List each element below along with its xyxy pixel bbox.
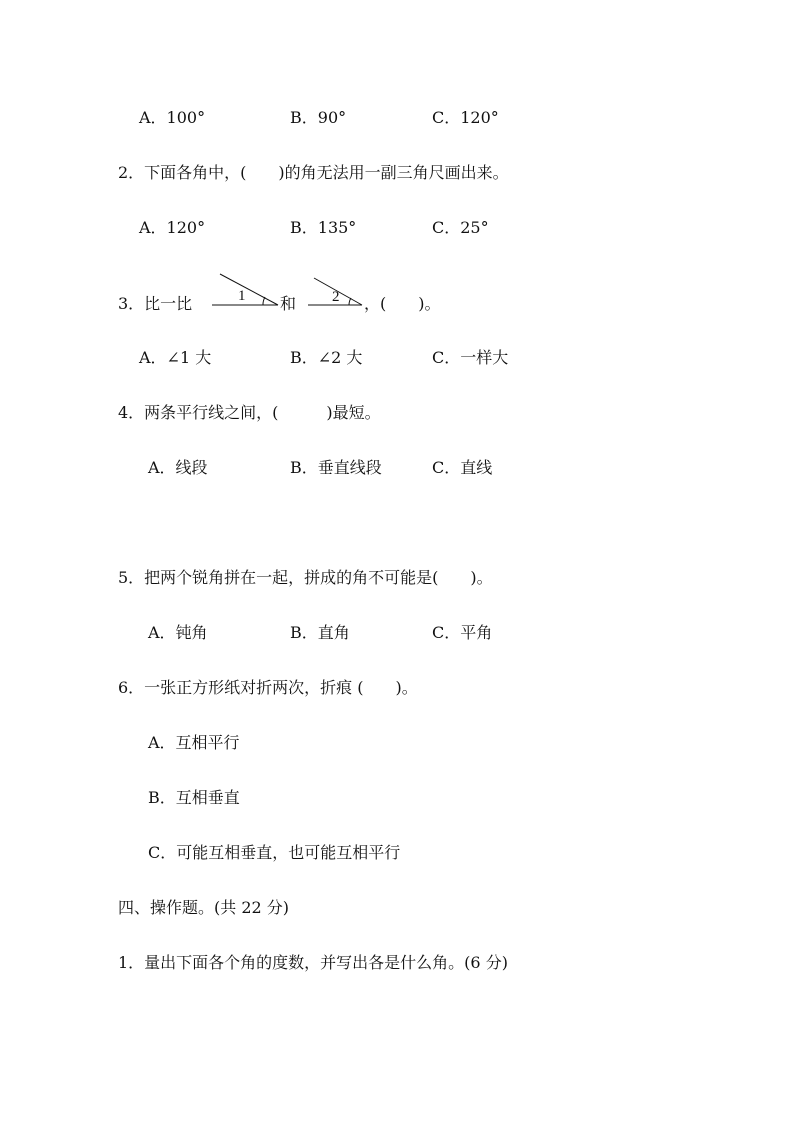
section-4-question-1-text: 1．量出下面各个角的度数，并写出各是什么角。(6 分) [118,953,508,972]
section-4-title: 四、操作题。(共 22 分) [118,898,290,917]
q6-option-a: A．互相平行 [148,733,240,752]
q5-option-a: A．钝角 [148,623,208,642]
question-4-text: 4．两条平行线之间，( )最短。 [118,403,381,422]
prev-option-a: A．100° [139,108,206,127]
q6-option-c: C．可能互相垂直，也可能互相平行 [148,843,401,862]
question-3-suffix: ，( )。 [364,294,441,313]
q3-option-b: B．∠2 大 [290,348,363,367]
angle-1-label: 1 [238,288,246,304]
q5-option-b: B．直角 [290,623,350,642]
q4-option-a: A．线段 [148,458,208,477]
q3-option-a: A．∠1 大 [139,348,212,367]
q2-option-c: C．25° [432,218,489,237]
prev-option-c: C．120° [432,108,499,127]
angle-1-figure [210,272,282,308]
question-5-text: 5．把两个锐角拼在一起，拼成的角不可能是( )。 [118,568,493,587]
q3-option-c: C．一样大 [432,348,509,367]
q2-option-a: A．120° [139,218,206,237]
angle-2-figure [306,276,366,308]
q4-option-b: B．垂直线段 [290,458,382,477]
q5-option-c: C．平角 [432,623,493,642]
prev-option-b: B．90° [290,108,347,127]
angle-2-label: 2 [332,289,340,305]
question-2-text: 2．下面各角中，( )的角无法用一副三角尺画出来。 [118,163,509,182]
q4-option-c: C．直线 [432,458,493,477]
q6-option-b: B．互相垂直 [148,788,240,807]
question-3-and: 和 [280,294,297,313]
question-3-prefix: 3．比一比 [118,294,193,313]
question-6-text: 6．一张正方形纸对折两次，折痕 ( )。 [118,678,418,697]
q2-option-b: B．135° [290,218,357,237]
